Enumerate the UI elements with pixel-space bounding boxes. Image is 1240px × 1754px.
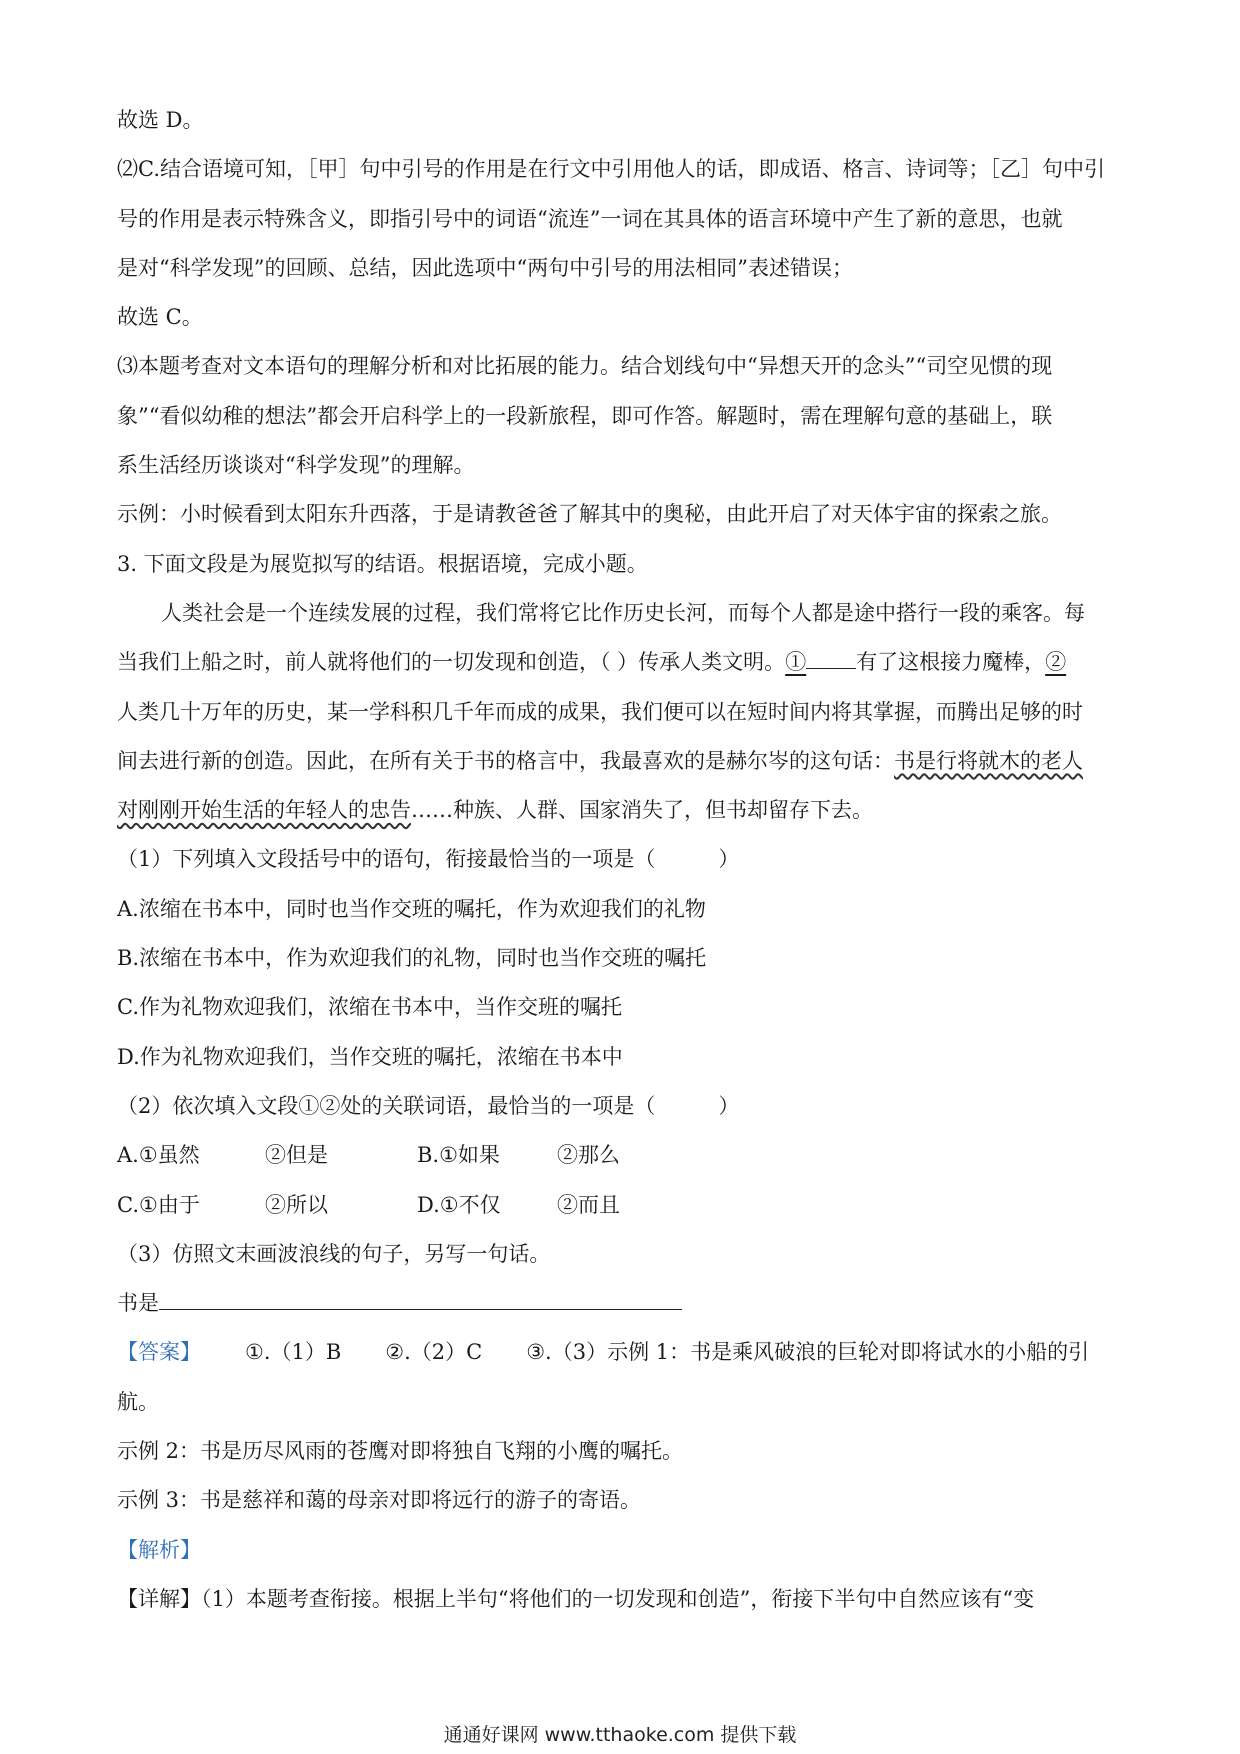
- question-3-stem: （3）仿照文末画波浪线的句子，另写一句话。: [117, 1241, 551, 1266]
- detail-text: （1）本题考查衔接。根据上半句“将他们的一切发现和创造”，衔接下半句中自然应该有“变: [201, 1586, 1035, 1611]
- option-d-1: D.①不仅: [417, 1192, 501, 1217]
- text-line: 象”“看似幼稚的想法”都会开启科学上的一段新旅程，即可作答。解题时，需在理解句意的基础上，联: [117, 403, 1053, 428]
- passage-text: 间去进行新的创造。因此，在所有关于书的格言中，我最喜欢的是赫尔岑的这句话：: [117, 748, 894, 773]
- question-2-options-row: [117, 1131, 1129, 1180]
- text-line: 号的作用是表示特殊含义，即指引号中的词语“流连”一词在其具体的语言环境中产生了新的意思，也就: [117, 206, 1063, 231]
- passage-line: 人类几十万年的历史，某一学科积几千年而成的成果，我们便可以在短时间内将其掌握，而腾出足够的时: [117, 699, 1083, 724]
- answer-blank: [159, 1288, 682, 1310]
- question-3-answer-line: [117, 1279, 1129, 1328]
- text-line: ⑵C.结合语境可知，［甲］句中引号的作用是在行文中引用他人的话，即成语、格言、诗词等；［乙］句中引: [117, 157, 1105, 182]
- option-c-1: C.①由于: [117, 1192, 200, 1217]
- document-body: [117, 96, 1129, 1624]
- option-b-1: B.①如果: [417, 1143, 500, 1168]
- detail-line: [117, 1575, 1129, 1624]
- text-line: 是对“科学发现”的回顾、总结，因此选项中“两句中引号的用法相同”表述错误；: [117, 255, 853, 280]
- answer-prefix: 书是: [117, 1291, 159, 1316]
- text-line: ⑶本题考查对文本语句的理解分析和对比拓展的能力。结合划线句中“异想天开的念头”“司空见惯的现: [117, 354, 1053, 379]
- passage-line: [117, 786, 1129, 835]
- answer-continuation: 航。: [117, 1389, 159, 1414]
- question-1-option: D.作为礼物欢迎我们，当作交班的嘱托，浓缩在书本中: [117, 1044, 623, 1069]
- detail-tag: 【详解】: [117, 1586, 201, 1611]
- answer-example: 示例 2：书是历尽风雨的苍鹰对即将独自飞翔的小鹰的嘱托。: [117, 1439, 684, 1464]
- analysis-tag: 【解析】: [117, 1537, 201, 1562]
- question-1-option: C.作为礼物欢迎我们，浓缩在书本中，当作交班的嘱托: [117, 995, 622, 1020]
- blank-marker-2: ②: [1045, 650, 1067, 675]
- question-2-options-row: [117, 1181, 1129, 1230]
- text-line: 故选 C。: [117, 305, 203, 330]
- passage-line: [117, 638, 1129, 687]
- answer-example: 示例 3：书是慈祥和蔼的母亲对即将远行的游子的寄语。: [117, 1488, 642, 1513]
- blank-marker-1: ①: [785, 650, 807, 675]
- text-line: 系生活经历谈谈对“科学发现”的理解。: [117, 453, 475, 478]
- passage-text: ……种族、人群、国家消失了，但书却留存下去。: [411, 798, 873, 823]
- question-1-option: A.浓缩在书本中，同时也当作交班的嘱托，作为欢迎我们的礼物: [117, 896, 706, 921]
- wavy-underlined-sentence: 书是行将就木的老人: [894, 748, 1083, 773]
- passage-text: 当我们上船之时，前人就将他们的一切发现和创造，（ ）传承人类文明。: [117, 650, 786, 675]
- answer-2: ②.（2）C: [385, 1340, 483, 1365]
- page-footer: 通通好课网 www.tthaoke.com 提供下载: [443, 1724, 797, 1746]
- question-heading: 3. 下面文段是为展览拟写的结语。根据语境，完成小题。: [117, 551, 648, 576]
- option-c-2: ②所以: [265, 1192, 328, 1217]
- option-a-2: ②但是: [265, 1143, 328, 1168]
- option-a-1: A.①虽然: [117, 1143, 200, 1168]
- answer-3: ③.（3）示例 1：书是乘风破浪的巨轮对即将试水的小船的引: [526, 1340, 1090, 1365]
- fill-blank-1: [806, 647, 856, 669]
- question-1-stem: （1）下列填入文段括号中的语句，衔接最恰当的一项是（ ）: [117, 847, 740, 872]
- passage-line: 人类社会是一个连续发展的过程，我们常将它比作历史长河，而每个人都是途中搭行一段的乘客。每: [161, 600, 1085, 625]
- answer-tag: 【答案】: [117, 1340, 201, 1365]
- answer-1: ①.（1）B: [245, 1340, 342, 1365]
- option-b-2: ②那么: [557, 1143, 620, 1168]
- text-line: 故选 D。: [117, 108, 204, 132]
- wavy-underlined-sentence: 对刚刚开始生活的年轻人的忠告: [117, 798, 411, 823]
- option-d-2: ②而且: [557, 1192, 620, 1217]
- passage-text: 有了这根接力魔棒，: [856, 650, 1046, 675]
- question-2-stem: （2）依次填入文段①②处的关联词语，最恰当的一项是（ ）: [117, 1093, 740, 1118]
- answer-line: [117, 1328, 1129, 1377]
- question-1-option: B.浓缩在书本中，作为欢迎我们的礼物，同时也当作交班的嘱托: [117, 946, 707, 971]
- passage-line: [117, 737, 1129, 786]
- reading-passage: [117, 589, 1129, 835]
- text-line: 示例：小时候看到太阳东升西落，于是请教爸爸了解其中的奥秘，由此开启了对天体宇宙的探索之旅。: [117, 502, 1062, 527]
